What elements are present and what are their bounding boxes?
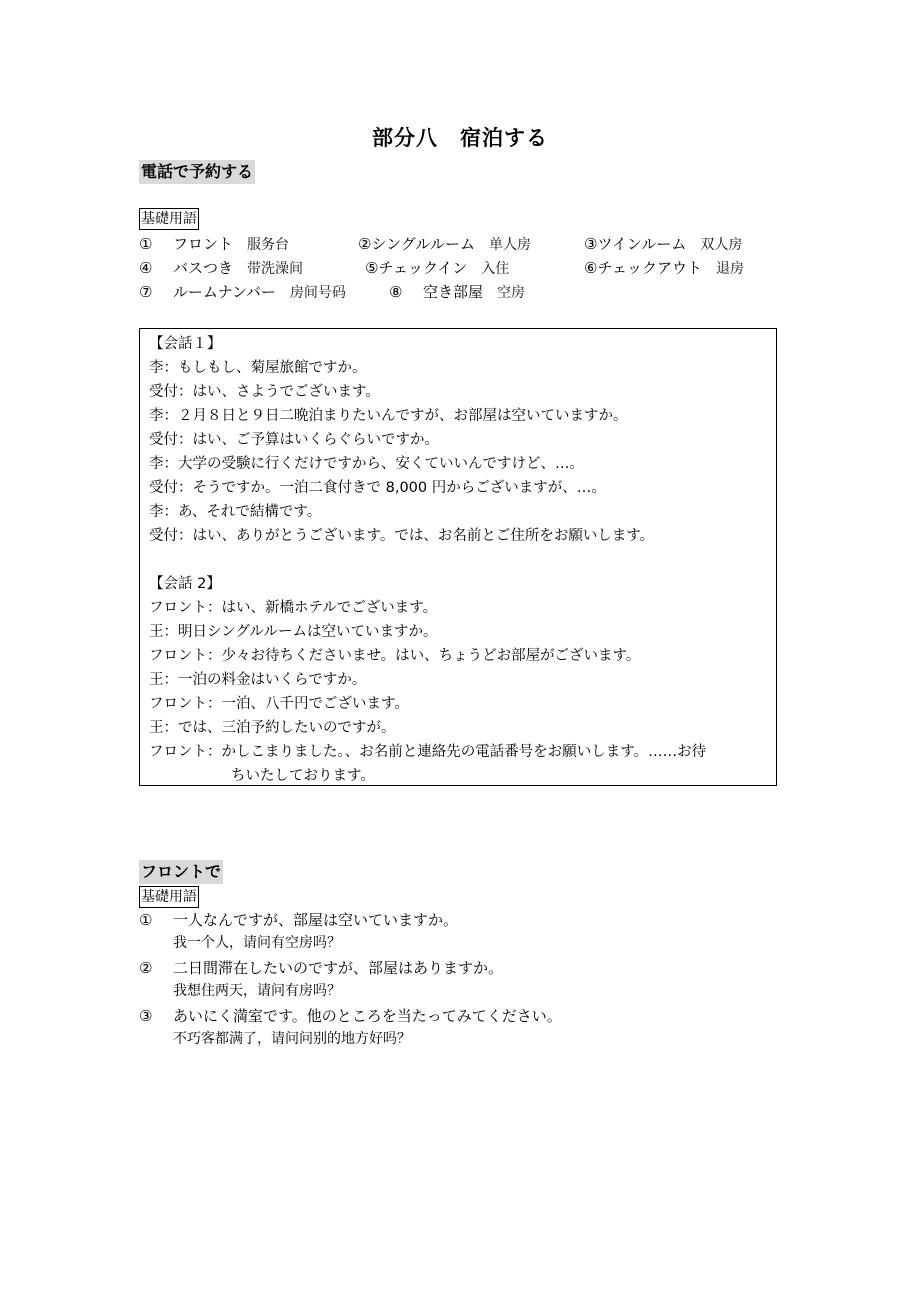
dialog-line: 李：あ、それで結構です。 bbox=[149, 504, 322, 520]
vocab-item: ① フロント 服务台 bbox=[139, 235, 290, 253]
dialog-line: 李：もしもし、菊屋旅館ですか。 bbox=[149, 360, 367, 376]
dialog-line: フロント：少々お待ちくださいませ。はい、ちょうどお部屋がございます。 bbox=[149, 648, 641, 664]
vocab-item: ⑦ ルームナンバー 房间号码 bbox=[139, 283, 346, 301]
dialog1-label: 【会話１】 bbox=[149, 336, 222, 352]
vocab-item: ②シングルルーム 单人房 bbox=[358, 235, 531, 253]
dialog-line: 王：では、三泊予約したいのですが。 bbox=[149, 720, 396, 736]
dialog-line: フロント：かしこまりました。、お名前と連絡先の電話番号をお願いします。……お待 bbox=[149, 744, 707, 760]
phrase-item bbox=[139, 908, 819, 954]
dialog-line: 受付：はい、ありがとうございます。では、お名前とご住所をお願いします。 bbox=[149, 528, 655, 544]
vocab-item: ③ツインルーム 双人房 bbox=[584, 235, 743, 253]
dialog-line: 受付：そうですか。一泊二食付きで 8,000 円からございますが、…。 bbox=[149, 480, 606, 496]
phrase-japanese: 一人なんですが、部屋は空いていますか。 bbox=[173, 911, 459, 929]
phrase-number: ③ bbox=[139, 1007, 153, 1025]
dialog-line: 李：２月８日と９日二晩泊まりたいんですが、お部屋は空いていますか。 bbox=[149, 408, 628, 424]
dialog-line: フロント：はい、新橋ホテルでございます。 bbox=[149, 600, 438, 616]
dialog-line: 受付：はい、ご予算はいくらぐらいですか。 bbox=[149, 432, 439, 448]
vocab-row bbox=[139, 257, 819, 281]
basic-terms-label: 基礎用語 bbox=[139, 886, 199, 908]
dialog-spacer bbox=[149, 548, 768, 572]
page-title: 部分八 宿泊する bbox=[372, 126, 548, 150]
dialog-box bbox=[139, 328, 777, 786]
phrase-japanese: あいにく満室です。他のところを当たってみてください。 bbox=[173, 1007, 562, 1025]
section-heading-front-desk: フロントで bbox=[139, 860, 223, 884]
vocab-item: ⑥チェックアウト 退房 bbox=[584, 259, 745, 277]
dialog-line: 王：明日シングルルームは空いていますか。 bbox=[149, 624, 438, 640]
dialog-line-continuation: ちいたしております。 bbox=[231, 768, 375, 784]
phrase-chinese: 我想住两天，请问有房吗？ bbox=[173, 983, 341, 999]
vocab-row bbox=[139, 281, 819, 305]
dialog2-label: 【会話 2】 bbox=[149, 576, 221, 592]
phrase-list bbox=[139, 908, 819, 1052]
phrase-item bbox=[139, 1004, 819, 1050]
vocab-item: ⑧ 空き部屋 空房 bbox=[389, 283, 526, 301]
dialog-line: 王：一泊の料金はいくらですか。 bbox=[149, 672, 367, 688]
dialog-line: フロント：一泊、八千円でございます。 bbox=[149, 696, 409, 712]
phrase-item bbox=[139, 956, 819, 1002]
phrase-number: ① bbox=[139, 911, 153, 929]
section-heading-phone-reservation: 電話で予約する bbox=[139, 160, 255, 184]
phrase-number: ② bbox=[139, 959, 153, 977]
phrase-japanese: 二日間滞在したいのですが、部屋はありますか。 bbox=[173, 959, 504, 977]
dialog-line: 李：大学の受験に行くだけですから、安くていいんですけど、…。 bbox=[149, 456, 584, 472]
phrase-chinese: 不巧客都满了，请问问别的地方好吗？ bbox=[173, 1031, 411, 1047]
vocab-item: ⑤チェックイン 入住 bbox=[365, 259, 510, 277]
vocab-row bbox=[139, 233, 819, 257]
dialog-line: 受付：はい、さようでございます。 bbox=[149, 384, 380, 400]
basic-terms-label: 基礎用語 bbox=[139, 208, 199, 230]
vocab-item: ④ バスつき 带洗澡间 bbox=[139, 259, 304, 277]
vocab-list bbox=[139, 233, 819, 305]
phrase-chinese: 我一个人，请问有空房吗？ bbox=[173, 935, 341, 951]
